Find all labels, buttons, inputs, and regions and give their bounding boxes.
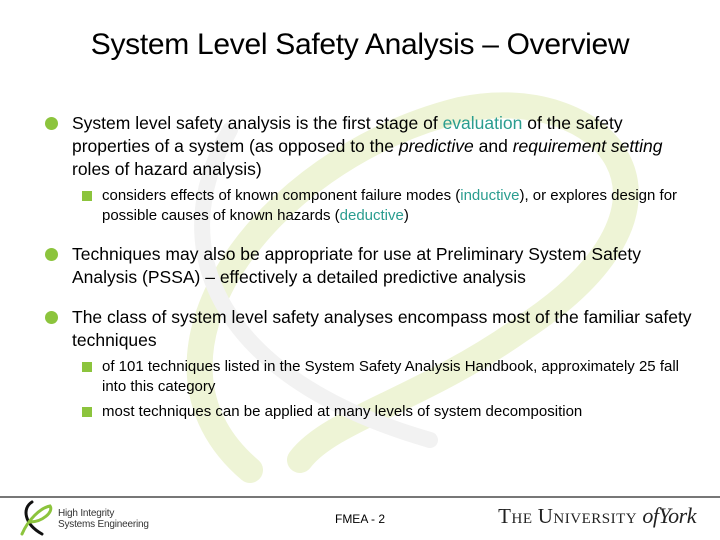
- keyword-deductive: deductive: [339, 207, 404, 224]
- square-bullet-icon: [82, 362, 92, 372]
- sub-bullet-3-2: [44, 402, 694, 422]
- logo-text: HE: [511, 511, 533, 527]
- text: and: [473, 136, 513, 156]
- text: ), or explores design for possible causes of known hazards (: [102, 187, 678, 224]
- keyword-requirement-setting: requirement setting: [512, 136, 663, 156]
- text: ): [403, 207, 409, 224]
- sub-bullet-1-1: [44, 186, 694, 226]
- bullet-3: [44, 306, 694, 352]
- square-bullet-icon: [82, 191, 92, 201]
- logo-text: of: [642, 503, 659, 528]
- bullet-1: [44, 112, 694, 181]
- text: of 101 techniques listed in the System Safety Analysis Handbook, approximately 25 fall into this category: [102, 358, 679, 395]
- bullet-2: [44, 243, 694, 289]
- slide-title: System Level Safety Analysis – Overview: [90, 28, 630, 61]
- bullet-list: [44, 112, 694, 422]
- circle-bullet-icon: [45, 311, 58, 324]
- hise-line-2: Systems Engineering: [58, 519, 149, 530]
- page-number: FMEA - 2: [334, 512, 385, 526]
- university-of-york-logo: [498, 503, 696, 529]
- logo-text: T: [498, 504, 512, 528]
- sub-bullet-3-1: [44, 357, 694, 397]
- text: The class of system level safety analyses encompass most of the familiar safety techniques: [72, 307, 692, 350]
- text: Techniques may also be appropriate for use at Preliminary System Safety Analysis (PSSA) – effectively a detailed predictive analysis: [72, 244, 642, 287]
- circle-bullet-icon: [45, 248, 58, 261]
- hise-line-1: High Integrity: [58, 508, 115, 519]
- text: most techniques can be applied at many levels of system decomposition: [102, 403, 583, 420]
- text: System level safety analysis is the first stage of: [72, 113, 443, 133]
- keyword-evaluation: evaluation: [442, 113, 523, 133]
- keyword-inductive: inductive: [460, 187, 520, 204]
- logo-text: York: [658, 503, 696, 528]
- logo-text: NIVERSITY: [553, 511, 638, 527]
- circle-bullet-icon: [45, 117, 58, 130]
- keyword-predictive: predictive: [398, 136, 474, 156]
- text: considers effects of known component failure modes (: [102, 187, 461, 204]
- logo-text: U: [537, 504, 554, 528]
- text: roles of hazard analysis): [72, 159, 262, 179]
- square-bullet-icon: [82, 407, 92, 417]
- text: of the safety properties of a system (as opposed to the: [72, 113, 623, 156]
- footer-divider: [0, 496, 720, 498]
